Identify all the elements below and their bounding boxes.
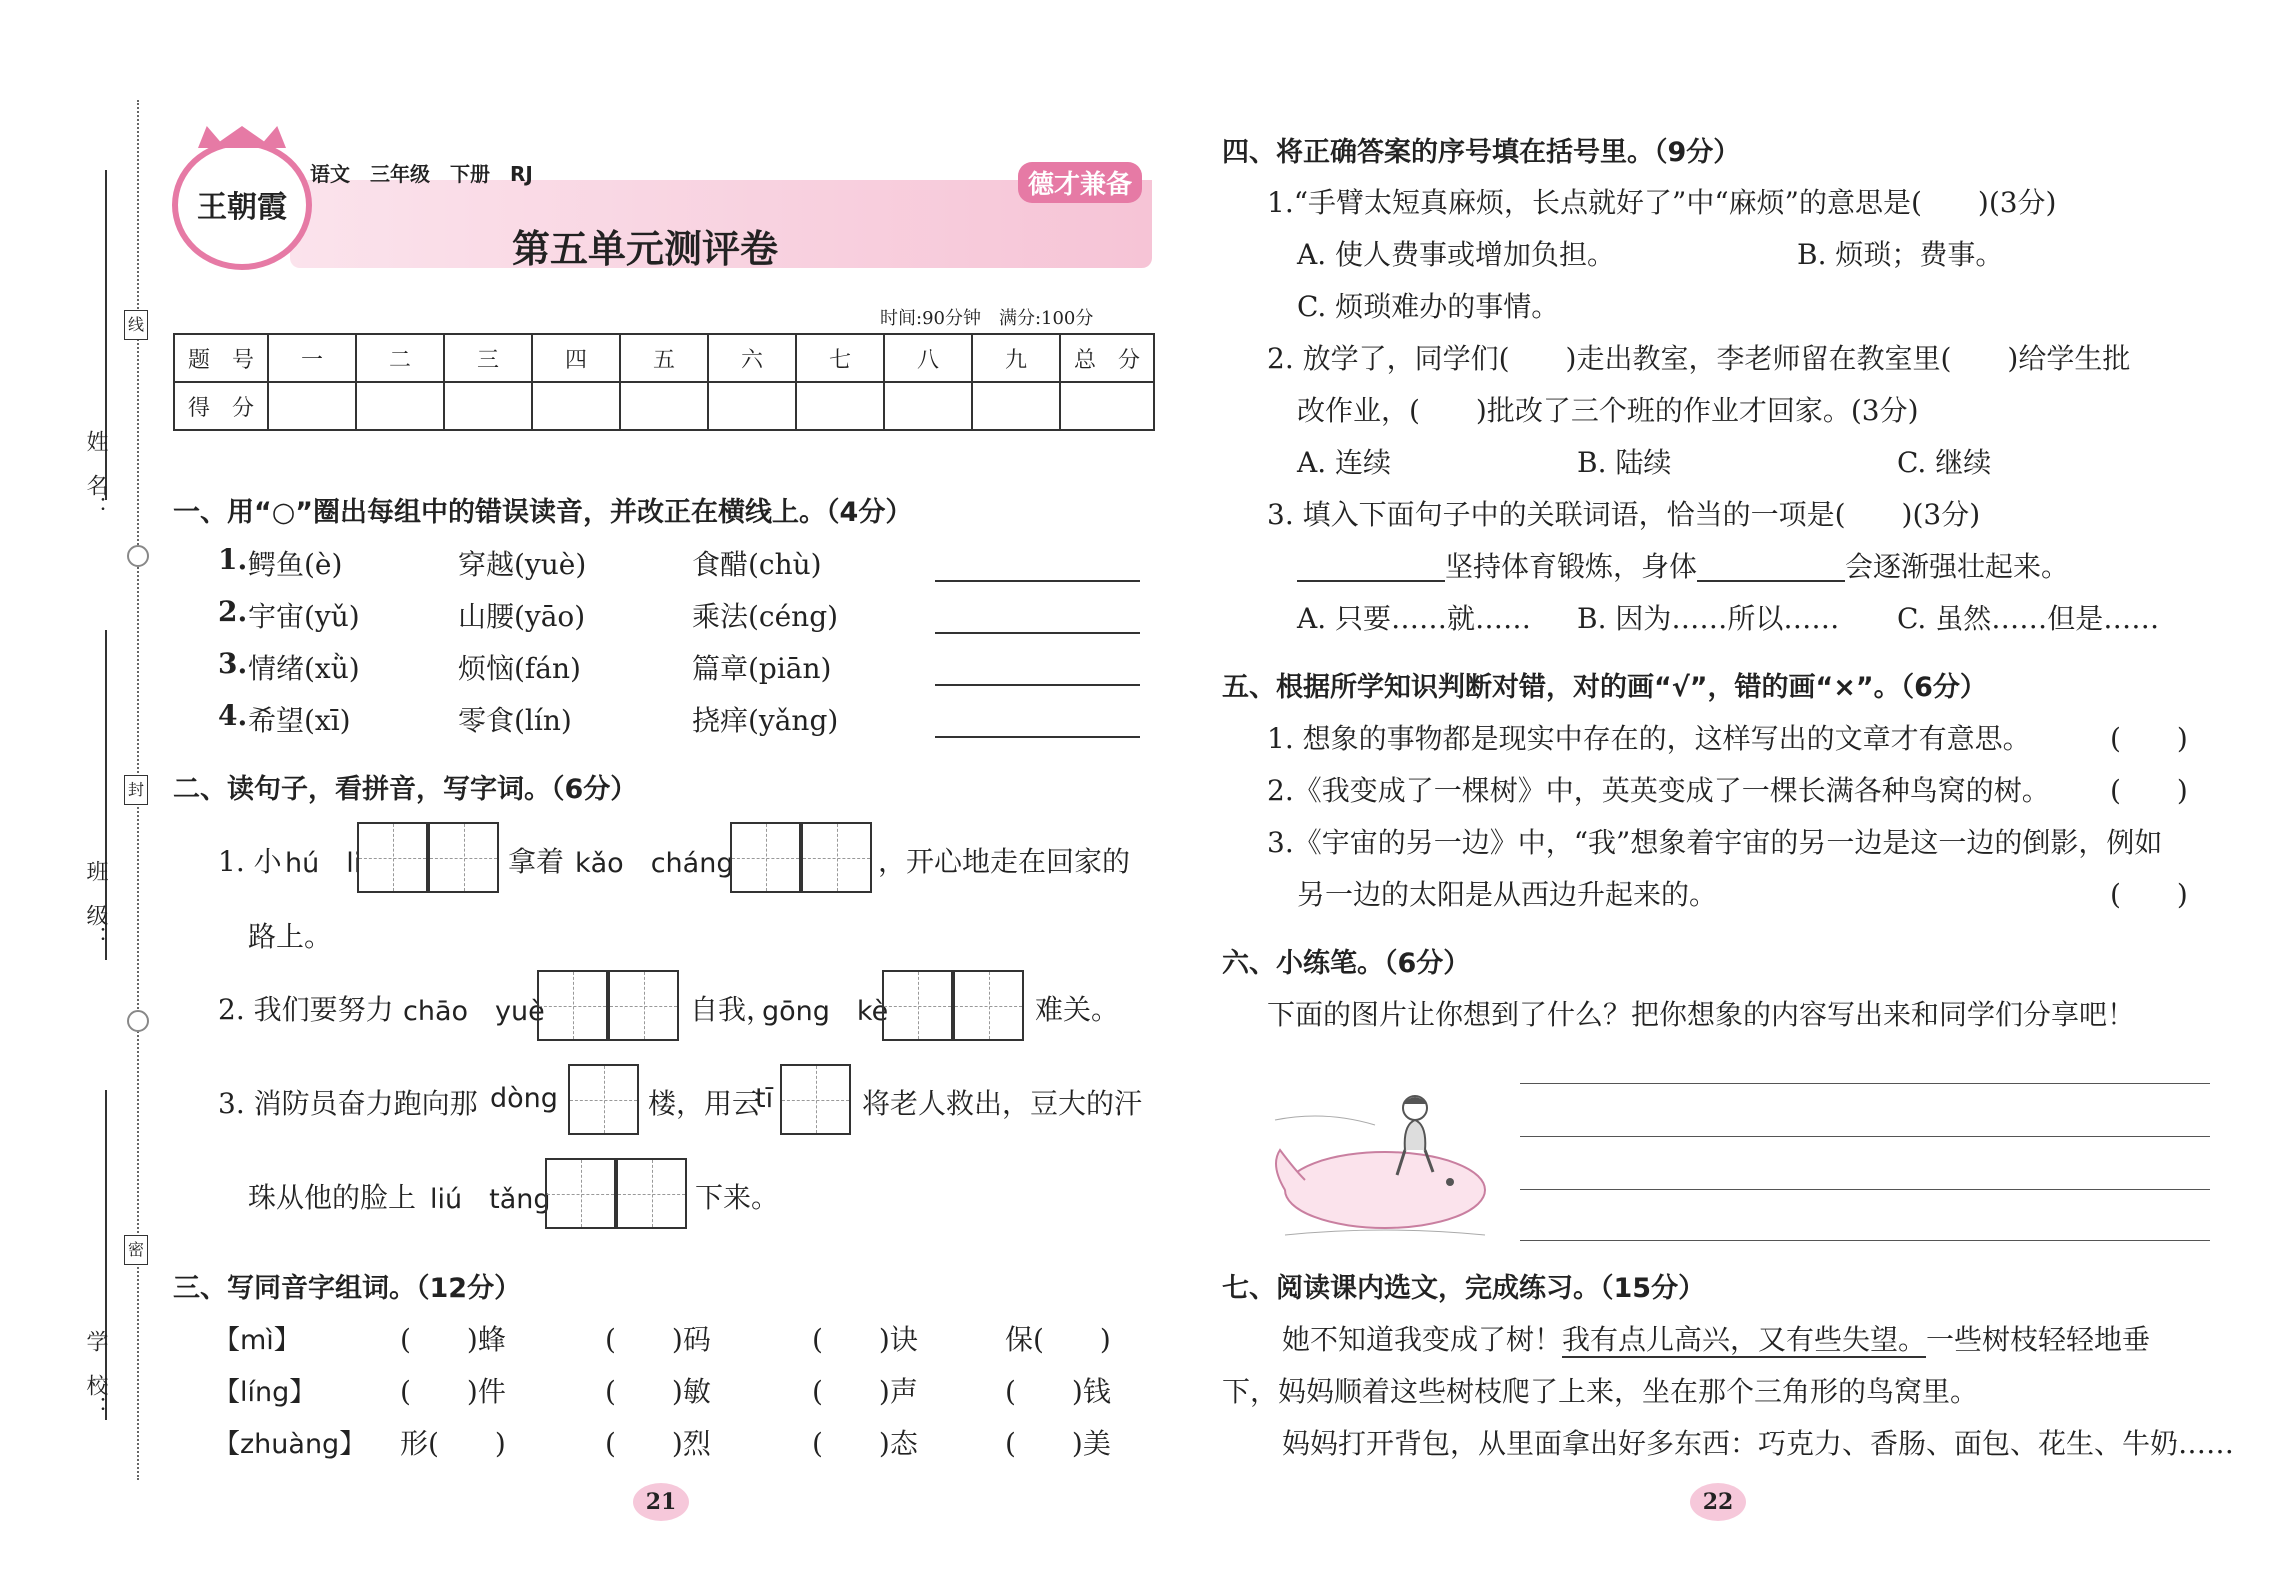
s4-q3-sentence: 会逐渐强壮起来。 <box>1845 550 2070 583</box>
blank-line[interactable] <box>1697 580 1845 582</box>
blank-line[interactable] <box>1297 580 1445 582</box>
score-table <box>173 333 1155 431</box>
score-cell: 得 分 <box>174 382 268 430</box>
word-b: 山腰(yāo) <box>458 600 586 633</box>
homophone-word[interactable]: ( )蜂 <box>400 1323 506 1356</box>
section-6-title: 六、小练笔。（6分） <box>1222 948 1471 979</box>
homophone-word[interactable]: ( )件 <box>400 1375 506 1408</box>
section-7-title: 七、阅读课内选文，完成练习。（15分） <box>1222 1273 1706 1304</box>
word-a: 宇宙(yǔ) <box>248 600 360 633</box>
name-label: 姓 名： <box>83 430 108 518</box>
homophone-word[interactable]: ( )钱 <box>1005 1375 1111 1408</box>
char-box[interactable] <box>608 970 679 1041</box>
section-2-title: 二、读句子，看拼音，写字词。（6分） <box>173 774 638 805</box>
writing-line[interactable] <box>1520 1240 2210 1241</box>
char-box[interactable] <box>616 1158 687 1229</box>
s5-q3-cont: 另一边的太阳是从西边升起来的。 <box>1297 878 1718 911</box>
s4-q3-option[interactable]: B. 因为……所以…… <box>1577 602 1840 635</box>
char-box[interactable] <box>953 970 1024 1041</box>
char-box[interactable] <box>428 822 499 893</box>
score-cell: 八 <box>884 334 972 382</box>
page-number-right: 22 <box>1690 1483 1746 1521</box>
brand-logo <box>172 140 312 270</box>
score-cell: 题 号 <box>174 334 268 382</box>
word-a: 希望(xī) <box>248 704 351 737</box>
score-input[interactable] <box>708 382 796 430</box>
char-box[interactable] <box>882 970 953 1041</box>
whale-boy-icon <box>1265 1080 1505 1240</box>
score-table-score-row <box>174 382 1154 430</box>
seal-mark-mi: 密 <box>124 1235 148 1265</box>
word-c: 篇章(piān) <box>692 652 832 685</box>
page-title: 第五单元测评卷 <box>512 227 779 271</box>
s2-q1-text: 拿着 <box>508 845 565 878</box>
s2-q1-text: 路上。 <box>248 920 333 953</box>
writing-line[interactable] <box>1520 1083 2210 1084</box>
s2-q2-text: 2. 我们要努力 <box>218 993 394 1026</box>
school-label: 学 校： <box>83 1330 108 1418</box>
syllable: 【zhuàng】 <box>213 1429 367 1460</box>
s4-q2-option[interactable]: B. 陆续 <box>1577 446 1672 479</box>
q-number: 1. <box>218 543 248 576</box>
answer-line[interactable] <box>935 632 1140 634</box>
s2-q3-text: 楼，用云 <box>648 1087 761 1120</box>
score-input[interactable] <box>356 382 444 430</box>
s2-q3-text: 下来。 <box>695 1181 780 1214</box>
s2-q3-text: 3. 消防员奋力跑向那 <box>218 1087 478 1120</box>
crown-icon <box>198 126 286 148</box>
s2-q3-text: 珠从他的脸上 <box>248 1181 417 1214</box>
homophone-word[interactable]: ( )美 <box>1005 1427 1111 1460</box>
score-cell: 总 分 <box>1060 334 1154 382</box>
char-box[interactable] <box>780 1064 851 1135</box>
page-number-left: 21 <box>633 1483 689 1521</box>
word-a: 鳄鱼(è) <box>248 548 343 581</box>
pinyin: liú tǎng <box>430 1184 551 1215</box>
score-cell: 三 <box>444 334 532 382</box>
word-c: 食醋(chù) <box>692 548 822 581</box>
pinyin: gōng kè <box>762 996 889 1027</box>
passage-text: 一些树枝轻轻地垂 <box>1926 1323 2151 1356</box>
pinyin: kǎo cháng <box>575 848 734 879</box>
section-1-title: 一、用“○”圈出每组中的错误读音，并改正在横线上。（4分） <box>173 497 913 528</box>
score-input[interactable] <box>444 382 532 430</box>
score-input[interactable] <box>884 382 972 430</box>
score-input[interactable] <box>1060 382 1154 430</box>
homophone-word[interactable]: 形( ) <box>400 1427 506 1460</box>
homophone-word[interactable]: ( )态 <box>812 1427 918 1460</box>
seal-mark-feng: 封 <box>124 775 148 805</box>
score-cell: 四 <box>532 334 620 382</box>
s2-q3-text: 将老人救出，豆大的汗 <box>862 1087 1143 1120</box>
writing-line[interactable] <box>1520 1189 2210 1190</box>
score-input[interactable] <box>972 382 1060 430</box>
brand-name: 王朝霞 <box>197 190 287 225</box>
slogan-badge: 德才兼备 <box>1018 162 1142 203</box>
char-box[interactable] <box>568 1064 639 1135</box>
binding-hole-icon <box>127 1010 149 1032</box>
word-b: 零食(lín) <box>458 704 572 737</box>
score-input[interactable] <box>268 382 356 430</box>
s4-q2-cont: 改作业，( )批改了三个班的作业才回家。(3分) <box>1297 394 1919 427</box>
judge-paren[interactable]: ( ) <box>2110 878 2188 911</box>
homophone-word[interactable]: ( )声 <box>812 1375 918 1408</box>
q-number: 2. <box>218 595 248 628</box>
score-input[interactable] <box>532 382 620 430</box>
char-box[interactable] <box>801 822 872 893</box>
section-4-title: 四、将正确答案的序号填在括号里。（9分） <box>1222 137 1741 168</box>
score-cell: 二 <box>356 334 444 382</box>
passage-text: 她不知道我变成了树！ <box>1282 1323 1563 1356</box>
homophone-word[interactable]: ( )敏 <box>605 1375 711 1408</box>
pinyin: chāo yuè <box>403 996 545 1027</box>
syllable: 【mì】 <box>213 1325 301 1356</box>
s5-q1: 1. 想象的事物都是现实中存在的，这样写出的文章才有意思。 <box>1267 722 2031 755</box>
judge-paren[interactable]: ( ) <box>2110 774 2188 807</box>
score-cell: 五 <box>620 334 708 382</box>
q-number: 3. <box>218 647 248 680</box>
answer-line[interactable] <box>935 736 1140 738</box>
s5-q2: 2.《我变成了一棵树》中，英英变成了一棵长满各种鸟窝的树。 <box>1267 774 2050 807</box>
s4-q1-option[interactable]: C. 烦琐难办的事情。 <box>1297 290 1560 323</box>
word-a: 情绪(xǜ) <box>248 652 360 685</box>
homophone-word[interactable]: ( )诀 <box>812 1323 918 1356</box>
s2-q1-text: 1. 小 <box>218 845 282 878</box>
section-3-title: 三、写同音字组词。（12分） <box>173 1273 522 1304</box>
homophone-word[interactable]: ( )码 <box>605 1323 711 1356</box>
score-cell: 七 <box>796 334 884 382</box>
pinyin: tī <box>755 1083 774 1114</box>
class-label: 班 级： <box>83 860 108 948</box>
section-5-title: 五、根据所学知识判断对错，对的画“√”，错的画“×”。（6分） <box>1222 672 1987 703</box>
s2-q2-text: 自我， <box>690 993 775 1026</box>
answer-line[interactable] <box>935 580 1140 582</box>
passage-line: 下，妈妈顺着这些树枝爬了上来，坐在那个三角形的鸟窝里。 <box>1222 1375 1979 1408</box>
s4-q1-option[interactable]: A. 使人费事或增加负担。 <box>1297 238 1616 271</box>
syllable: 【líng】 <box>213 1377 317 1408</box>
s4-q2-option[interactable]: A. 连续 <box>1297 446 1392 479</box>
s5-q3: 3.《宇宙的另一边》中，“我”想象着宇宙的另一边是这一边的倒影，例如 <box>1267 826 2163 859</box>
s4-q3-option[interactable]: C. 虽然……但是…… <box>1897 602 2160 635</box>
char-box[interactable] <box>730 822 801 893</box>
s4-q1: 1.“手臂太短真麻烦，长点就好了”中“麻烦”的意思是( )(3分) <box>1267 186 2057 219</box>
word-b: 穿越(yuè) <box>458 548 587 581</box>
s4-q1-option[interactable]: B. 烦琐；费事。 <box>1797 238 2004 271</box>
char-box[interactable] <box>537 970 608 1041</box>
s4-q3-sentence: 坚持体育锻炼，身体 <box>1445 550 1698 583</box>
s6-prompt: 下面的图片让你想到了什么？把你想象的内容写出来和同学们分享吧！ <box>1267 998 2136 1031</box>
score-cell: 六 <box>708 334 796 382</box>
passage-line: 妈妈打开背包，从里面拿出好多东西：巧克力、香肠、面包、花生、牛奶…… <box>1282 1427 2235 1460</box>
char-box[interactable] <box>545 1158 616 1229</box>
score-input[interactable] <box>620 382 708 430</box>
score-input[interactable] <box>796 382 884 430</box>
s4-q3: 3. 填入下面句子中的关联词语，恰当的一项是( )(3分) <box>1267 498 1981 531</box>
passage-line <box>1282 1318 2150 1358</box>
score-table-header-row <box>174 334 1154 382</box>
judge-paren[interactable]: ( ) <box>2110 722 2188 755</box>
word-b: 烦恼(fán) <box>458 652 581 685</box>
s2-q2-text: 难关。 <box>1035 993 1120 1026</box>
homophone-word[interactable]: ( )烈 <box>605 1427 711 1460</box>
underlined-sentence: 我有点儿高兴，又有些失望。 <box>1562 1323 1927 1356</box>
homophone-word[interactable]: 保( ) <box>1005 1323 1111 1356</box>
seal-mark-xian: 线 <box>124 310 148 340</box>
answer-line[interactable] <box>935 684 1140 686</box>
binding-hole-icon <box>127 545 149 567</box>
s4-q2: 2. 放学了，同学们( )走出教室，李老师留在教室里( )给学生批 <box>1267 342 2131 375</box>
pinyin: dòng <box>490 1083 558 1114</box>
score-cell: 九 <box>972 334 1060 382</box>
s2-q1-text: ，开心地走在回家的 <box>878 845 1131 878</box>
whale-boy-illustration <box>1265 1080 1505 1240</box>
s4-q2-option[interactable]: C. 继续 <box>1897 446 1992 479</box>
word-c: 乘法(céng) <box>692 600 839 633</box>
char-box[interactable] <box>357 822 428 893</box>
s4-q3-option[interactable]: A. 只要……就…… <box>1297 602 1532 635</box>
score-cell: 一 <box>268 334 356 382</box>
writing-line[interactable] <box>1520 1136 2210 1137</box>
book-info: 语文 三年级 下册 RJ <box>310 162 533 186</box>
time-score: 时间:90分钟 满分:100分 <box>880 308 1094 329</box>
q-number: 4. <box>218 699 248 732</box>
word-c: 挠痒(yǎng) <box>692 704 839 737</box>
pinyin: hú li <box>285 848 362 879</box>
